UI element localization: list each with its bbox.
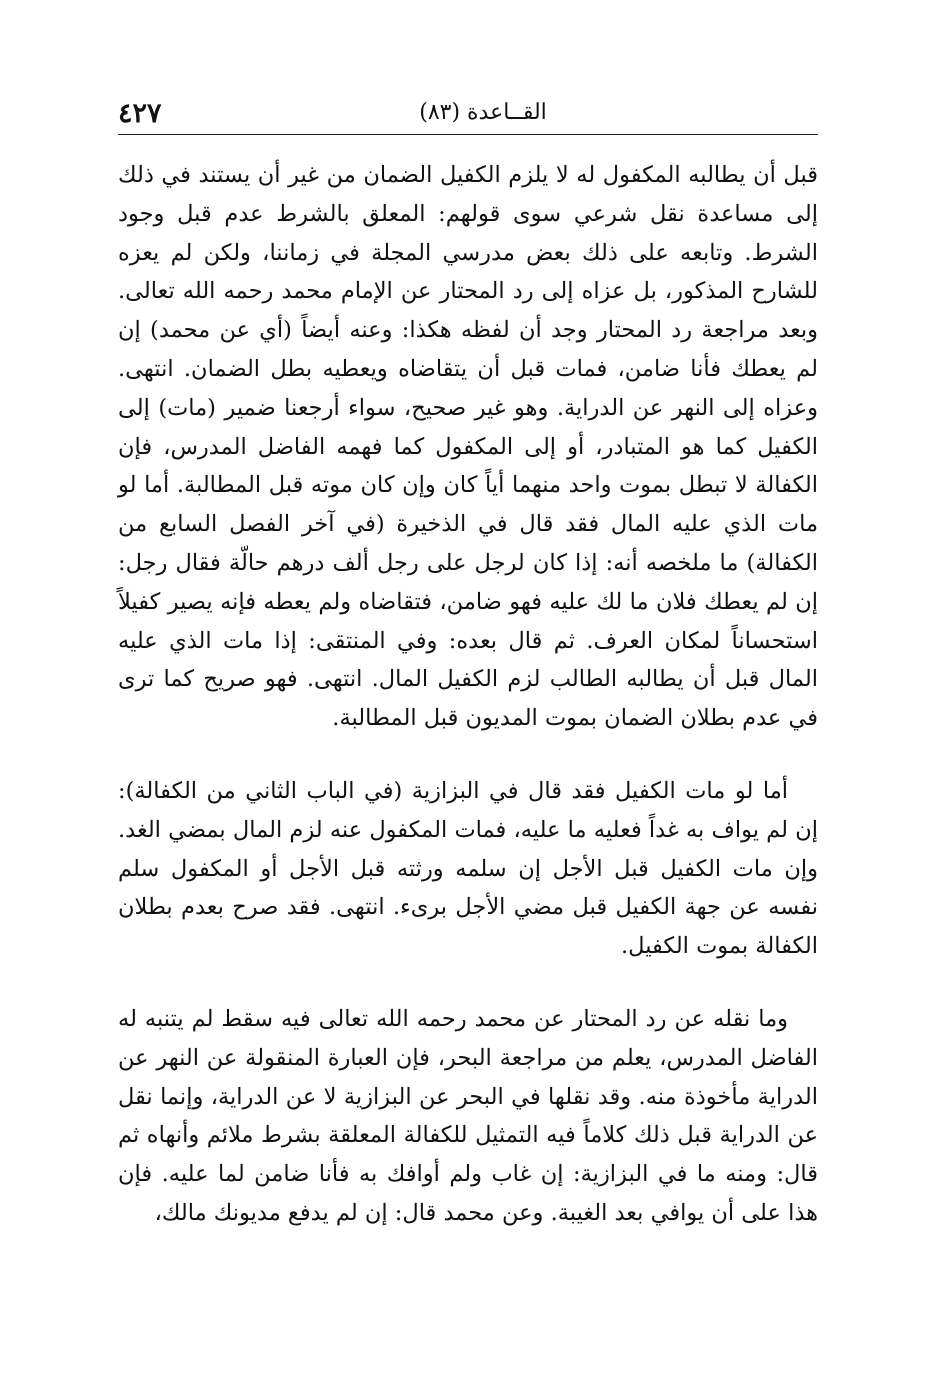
paragraph-2: أما لو مات الكفيل فقد قال في البزازية (في الباب الثاني من الكفالة): إن لم يواف به غداً فعليه ما عليه، فمات المكفول عنه لزم المال بمضي الغد. وإن مات الكفيل قبل الأجل إن سلمه ورثته قبل الأجل أو المكفول سلم نفسه عن جهة الكفيل قبل مضي الأجل برىء. انتهى. فقد صرح بعدم بطلان الكفالة بموت الكفيل. — [118, 777, 818, 960]
paragraph-3: وما نقله عن رد المحتار عن محمد رحمه الله تعالى فيه سقط لم يتنبه له الفاضل المدرس، يعلم من مراجعة البحر، فإن العبارة المنقولة عن النهر عن الدراية مأخوذة منه. وقد نقلها في البحر عن البزازية لا عن الدراية، وإنما نقل عن الدراية قبل ذلك كلاماً فيه التمثيل للكفالة المعلقة بشرط ملائم وأنهاه ثم قال: ومنه ما في البزازية: إن غاب ولم أوافك به فأنا ضامن لما عليه. فإن هذا على أن يوافي بعد الغيبة. وعن محمد قال: إن لم يدفع مديونك مالك، — [118, 1005, 818, 1226]
header-divider — [118, 134, 818, 135]
page-body — [118, 156, 818, 1233]
page-number: ٤٢٧ — [118, 98, 162, 129]
paragraph-1: قبل أن يطالبه المكفول له لا يلزم الكفيل الضمان من غير أن يستند في ذلك إلى مساعدة نقل شرعي سوى قولهم: المعلق بالشرط عدم قبل وجود الشرط. وتابعه على ذلك بعض مدرسي المجلة في زماننا، ولكن لم يعزه للشارح المذكور، بل عزاه إلى رد المحتار عن الإمام محمد رحمه الله تعالى. وبعد مراجعة رد المحتار وجد أن لفظه هكذا: وعنه أيضاً (أي عن محمد) إن لم يعطك فأنا ضامن، فمات قبل أن يتقاضاه ويعطيه بطل الضمان. انتهى. وعزاه إلى النهر عن الدراية. وهو غير صحيح، سواء أرجعنا ضمير (مات) إلى الكفيل كما هو المتبادر، أو إلى المكفول كما فهمه الفاضل المدرس، فإن الكفالة لا تبطل بموت واحد منهما أياً كان وإن كان موته قبل المطالبة. أما لو مات الذي عليه المال فقد قال في الذخيرة (في آخر الفصل السابع من الكفالة) ما ملخصه أنه: إذا كان لرجل على رجل ألف درهم حالّة فقال رجل: إن لم يعطك فلان ما لك عليه فهو ضامن، فتقاضاه ولم يعطه فإنه يصير كفيلاً استحساناً لمكان العرف. ثم قال بعده: وفي المنتقى: إذا مات الذي عليه المال قبل أن يطالبه الطالب لزم الكفيل المال. انتهى. فهو صريح كما ترى في عدم بطلان الضمان بموت المديون قبل المطالبة. — [118, 162, 818, 732]
page-header — [118, 92, 818, 132]
running-title: القــاعدة (٨٣) — [419, 100, 547, 125]
